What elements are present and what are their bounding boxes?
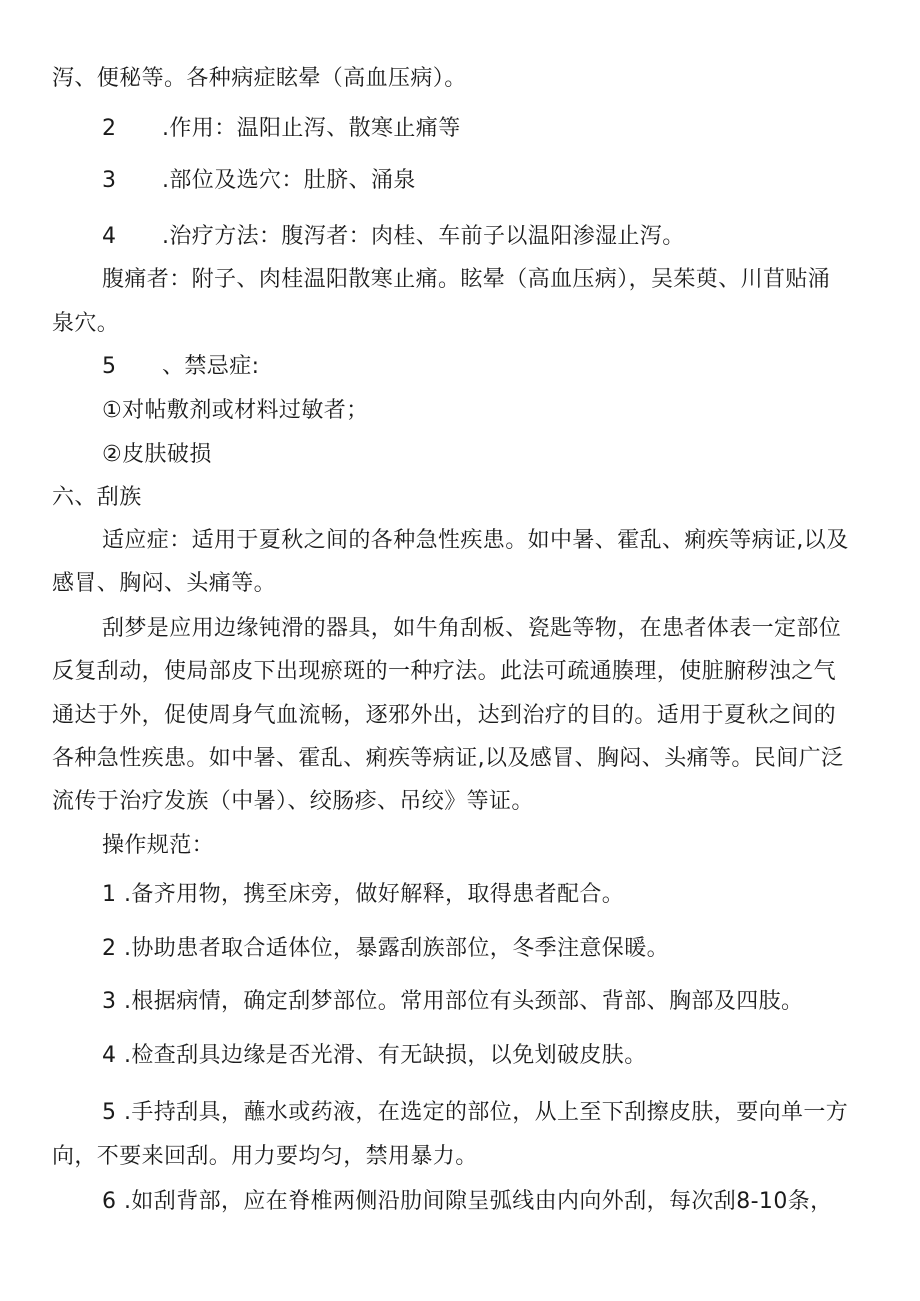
text-line: 腹痛者：附子、肉桂温阳散寒止痛。眩晕（高血压病），吴茱萸、川苜贴涌	[102, 267, 831, 292]
text-line: 感冒、胸闷、头痛等。	[52, 571, 277, 596]
item-number: 5	[102, 354, 117, 379]
item-text: .根据病情，确定刮梦部位。常用部位有头颈部、背部、胸部及四肢。	[124, 989, 804, 1014]
item-text: .治疗方法：腹泻者：肉桂、车前子以温阳渗湿止泻。	[162, 224, 685, 249]
numbered-item	[102, 1041, 647, 1071]
numbered-item	[102, 166, 416, 196]
item-text: .如刮背部，应在脊椎两侧沿肋间隙呈弧线由内向外刮，每次刮8-10条，	[124, 1189, 833, 1214]
text-line: 刮梦是应用边缘钝滑的器具，如牛角刮板、瓷匙等物，在患者体表一定部位	[102, 616, 842, 641]
numbered-item	[102, 880, 624, 910]
item-text: .部位及选穴：肚脐、涌泉	[162, 168, 416, 193]
text-line: 流传于治疗发族（中暑）、绞肠疹、吊绞》等证。	[52, 789, 534, 814]
text-line: 通达于外，促使周身气血流畅，逐邪外出，达到治疗的目的。适用于夏秋之间的	[52, 703, 837, 728]
section-heading: 六、刮族	[52, 485, 142, 510]
item-number: 3	[102, 989, 117, 1014]
item-number: 2	[102, 936, 117, 961]
item-number: 1	[102, 882, 117, 907]
numbered-item	[102, 222, 685, 252]
numbered-item	[102, 1098, 848, 1128]
text-line: 操作规范：	[102, 833, 215, 858]
numbered-item	[102, 352, 259, 382]
item-text: .检查刮具边缘是否光滑、有无缺损，以免划破皮肤。	[124, 1043, 647, 1068]
numbered-item	[102, 987, 803, 1017]
text-line: ①对帖敷剂或材料过敏者；	[102, 398, 369, 423]
text-line: 适应症：适用于夏秋之间的各种急性疾患。如中暑、霍乱、痢疾等病证,以及	[102, 528, 849, 553]
text-line: 泉穴。	[52, 311, 120, 336]
text-line: ②皮肤破损	[102, 442, 212, 467]
item-text: .手持刮具，蘸水或药液，在选定的部位，从上至下刮擦皮肤，要向单一方	[124, 1100, 849, 1125]
numbered-item	[102, 934, 669, 964]
text-line: 各种急性疾患。如中暑、霍乱、痢疾等病证,以及感冒、胸闷、头痛等。民间广泛	[52, 746, 844, 771]
item-number: 3	[102, 168, 117, 193]
item-number: 4	[102, 1043, 117, 1068]
text-line: 向，不要来回刮。用力要均匀，禁用暴力。	[52, 1144, 478, 1169]
item-number: 2	[102, 116, 117, 141]
item-number: 6	[102, 1189, 117, 1214]
item-number: 5	[102, 1100, 117, 1125]
text-line: 反复刮动，使局部皮下出现瘀斑的一种疗法。此法可疏通腠理，使脏腑秽浊之气	[52, 659, 837, 684]
item-text: 、禁忌症:	[162, 354, 260, 379]
item-number: 4	[102, 224, 117, 249]
item-text: .备齐用物，携至床旁，做好解释，取得患者配合。	[124, 882, 625, 907]
text-line: 泻、便秘等。各种病症眩晕（高血压病）。	[52, 66, 467, 91]
numbered-item	[102, 1187, 833, 1217]
numbered-item	[102, 114, 461, 144]
item-text: .协助患者取合适体位，暴露刮族部位，冬季注意保暖。	[124, 936, 669, 961]
item-text: .作用：温阳止泻、散寒止痛等	[162, 116, 461, 141]
